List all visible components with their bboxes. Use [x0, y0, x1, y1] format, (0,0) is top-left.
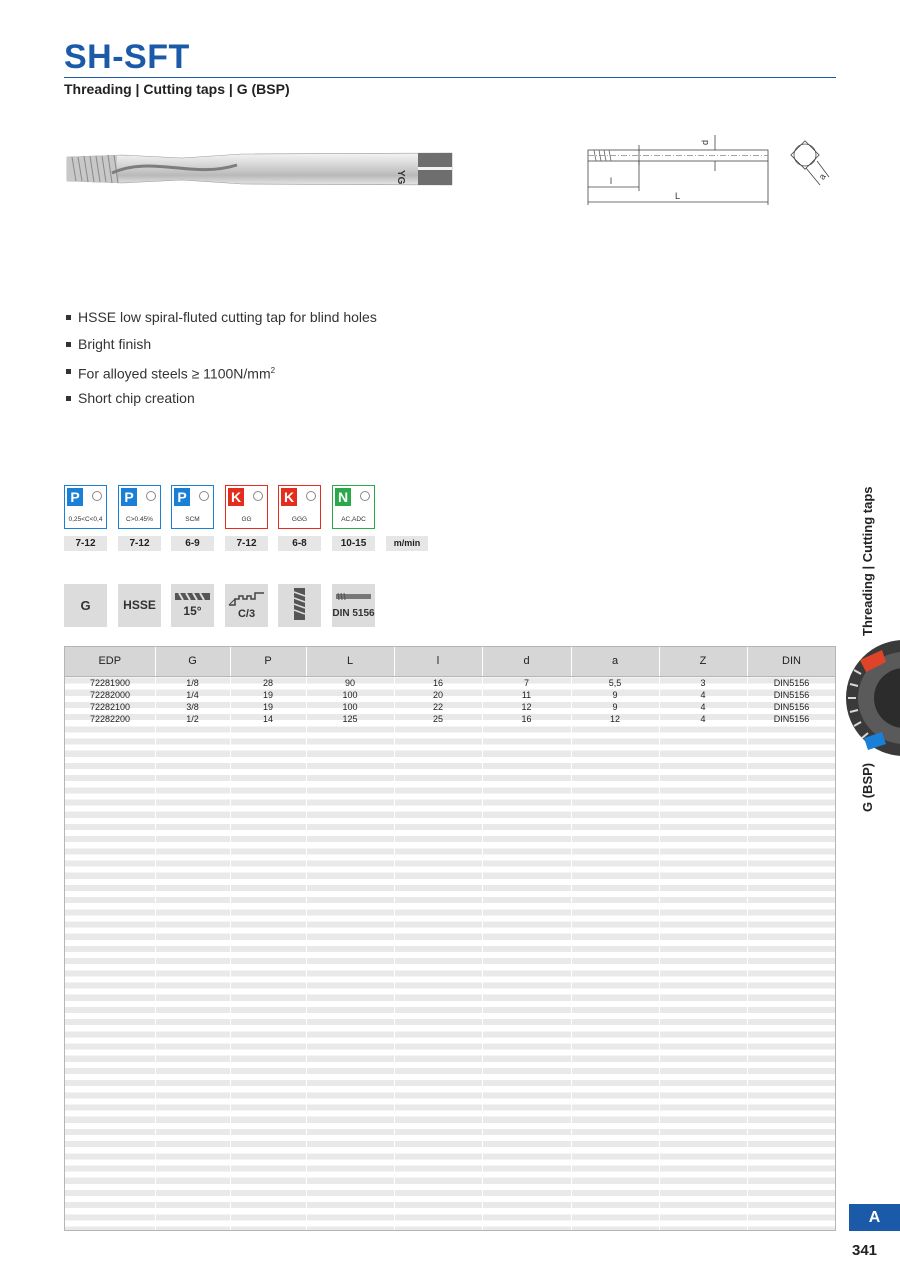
- material-card: [64, 485, 107, 529]
- cell: 1/8: [186, 677, 199, 688]
- superscript: 2: [270, 366, 276, 375]
- table-row: [65, 701, 836, 713]
- circle-icon: [92, 491, 102, 501]
- cutting-speed: 6-8: [278, 536, 321, 551]
- material-group-letter: P: [67, 488, 83, 506]
- cell: DIN5156: [773, 713, 810, 724]
- cell: 100: [342, 701, 358, 712]
- material-card: [278, 485, 321, 529]
- cell: 16: [432, 677, 443, 688]
- cell: 4: [700, 689, 706, 700]
- material-group-letter: P: [174, 488, 190, 506]
- cell: 3/8: [186, 701, 199, 712]
- circle-icon: [306, 491, 316, 501]
- title-rule: [64, 77, 836, 78]
- cell: 3: [700, 677, 706, 688]
- tap-tool-image: [62, 145, 454, 193]
- tap-thread-graphic: [842, 640, 900, 758]
- cell: 22: [432, 701, 443, 712]
- column-header-z: Z: [659, 647, 747, 676]
- cell: 28: [262, 677, 273, 688]
- cell: 12: [521, 701, 532, 712]
- material-card: [225, 485, 268, 529]
- material-spec: SCM: [185, 516, 200, 523]
- table-header-row: [65, 647, 836, 676]
- cell: 100: [342, 689, 358, 700]
- column-header-edp: EDP: [65, 647, 155, 676]
- dim-d-label: d: [700, 139, 710, 145]
- column-header-a: a: [571, 647, 659, 676]
- cell: 1/2: [186, 713, 199, 724]
- column-header-d: d: [482, 647, 571, 676]
- table-row: [65, 713, 836, 725]
- cell: 4: [700, 701, 706, 712]
- chamfer-badge: C/3: [225, 584, 268, 627]
- cell: 4: [700, 713, 706, 724]
- cutting-speed: 7-12: [118, 536, 161, 551]
- edp-cell: 72282000: [89, 689, 131, 700]
- circle-icon: [253, 491, 263, 501]
- page-title: SH-SFT: [64, 38, 190, 76]
- cell: 19: [262, 701, 273, 712]
- thread-type-badge: G: [64, 584, 107, 627]
- dim-a-label: a: [816, 171, 828, 182]
- circle-icon: [199, 491, 209, 501]
- product-table: [64, 646, 836, 1231]
- feature-item: For alloyed steels ≥ $1100N/mm^2$: [66, 362, 377, 389]
- page-number: 341: [852, 1242, 878, 1259]
- cell: 90: [344, 677, 355, 688]
- tap-standard-icon: [332, 586, 375, 606]
- material-spec: AC,ADC: [341, 516, 366, 523]
- helix-angle-badge: 15°: [171, 584, 214, 627]
- material-group-letter: P: [121, 488, 137, 506]
- cell: 12: [609, 713, 620, 724]
- cell: 20: [432, 689, 443, 700]
- material-spec: 0,25<C<0,4: [68, 516, 103, 523]
- feature-item: Short chip creation: [66, 389, 377, 416]
- edp-cell: 72282100: [89, 701, 131, 712]
- chamfer-icon: [225, 587, 268, 609]
- cell: DIN5156: [773, 689, 810, 700]
- material-spec: GGG: [291, 516, 308, 523]
- section-tab: A: [849, 1204, 900, 1231]
- column-header-length: L: [306, 647, 394, 676]
- cell: 19: [262, 689, 273, 700]
- material-card: [171, 485, 214, 529]
- column-header-din: DIN: [747, 647, 836, 676]
- cutting-speed: 7-12: [64, 536, 107, 551]
- cell: 125: [342, 713, 358, 724]
- flute-type-badge: [278, 584, 321, 627]
- spiral-flute-icon: [278, 584, 321, 627]
- edp-cell: 72281900: [89, 677, 131, 688]
- feature-list: [66, 308, 377, 416]
- cell: 9: [612, 701, 618, 712]
- speed-unit: m/min: [386, 536, 428, 551]
- dim-l-label: l: [610, 176, 612, 186]
- cell: 25: [432, 713, 443, 724]
- table-row: [65, 689, 836, 701]
- cell: 11: [521, 689, 532, 700]
- edp-cell: 72282200: [89, 713, 131, 724]
- material-spec: C>0.45%: [126, 516, 153, 523]
- dimension-drawing: [574, 125, 840, 210]
- cell: DIN5156: [773, 677, 810, 688]
- standard-badge: DIN 5156: [332, 584, 375, 627]
- material-group-letter: K: [281, 488, 297, 506]
- cell: 9: [612, 689, 618, 700]
- cutting-speed: 6-9: [171, 536, 214, 551]
- cell: 7: [523, 677, 529, 688]
- sidebar-category: Threading | Cutting taps: [860, 486, 875, 636]
- cell: DIN5156: [773, 701, 810, 712]
- table-row: [65, 676, 836, 689]
- feature-item: HSSE low spiral-fluted cutting tap for blind holes: [66, 308, 377, 335]
- cell: 1/4: [186, 689, 199, 700]
- sidebar-subcategory: G (BSP): [860, 762, 875, 812]
- cutting-speed: 7-12: [225, 536, 268, 551]
- brand-mark: YG: [395, 170, 406, 185]
- feature-item: Bright finish: [66, 335, 377, 362]
- column-header-p: P: [230, 647, 306, 676]
- page-subtitle: Threading | Cutting taps | G (BSP): [64, 81, 290, 97]
- circle-icon: [146, 491, 156, 501]
- material-group-letter: K: [228, 488, 244, 506]
- circle-icon: [360, 491, 370, 501]
- cell: 5,5: [608, 677, 622, 688]
- tool-material-badge: HSSE: [118, 584, 161, 627]
- material-spec: GG: [241, 516, 252, 523]
- column-header-thread-length: l: [394, 647, 482, 676]
- dim-L-label: L: [675, 191, 681, 201]
- material-group-letter: N: [335, 488, 351, 506]
- cell: 16: [521, 713, 532, 724]
- cell: 14: [262, 713, 273, 724]
- material-card: [332, 485, 375, 529]
- cutting-speed: 10-15: [332, 536, 375, 551]
- column-header-g: G: [155, 647, 230, 676]
- material-card: [118, 485, 161, 529]
